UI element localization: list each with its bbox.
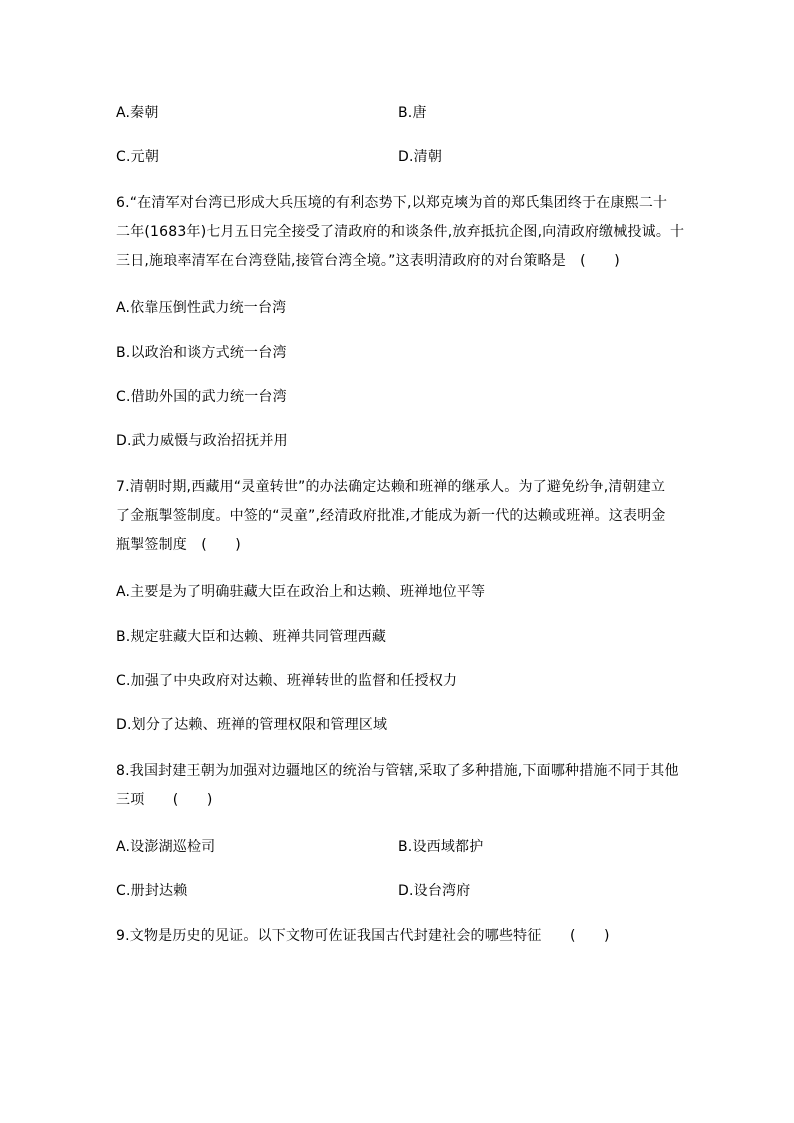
q7-option-b: B.规定驻藏大臣和达赖、班禅共同管理西藏 [116, 629, 387, 645]
q8-stem-line-2: 三项 ( ) [116, 792, 213, 808]
q7-option-c: C.加强了中央政府对达赖、班禅转世的监督和任授权力 [116, 673, 458, 689]
q6-option-b: B.以政治和谈方式统一台湾 [116, 345, 287, 361]
q6-stem-line-1: 6.“在清军对台湾已形成大兵压境的有利态势下,以郑克塽为首的郑氏集团终于在康熙二十 [116, 195, 668, 211]
q6-stem-line-3: 三日,施琅率清军在台湾登陆,接管台湾全境。”这表明清政府的对台策略是 ( ) [116, 253, 620, 269]
q8-option-b: B.设西域都护 [398, 839, 484, 855]
q8-option-a: A.设澎湖巡检司 [116, 839, 216, 855]
q7-option-a: A.主要是为了明确驻藏大臣在政治上和达赖、班禅地位平等 [116, 584, 486, 600]
q6-stem-line-2: 二年(1683年)七月五日完全接受了清政府的和谈条件,放弃抵抗企图,向清政府缴械投诚。十 [116, 224, 685, 240]
q5-option-b: B.唐 [398, 105, 427, 121]
q9-stem-line-1: 9.文物是历史的见证。以下文物可佐证我国古代封建社会的哪些特征 ( ) [116, 928, 610, 944]
q7-stem-line-1: 7.清朝时期,西藏用“灵童转世”的办法确定达赖和班禅的继承人。为了避免纷争,清朝建立 [116, 479, 666, 495]
q5-option-a: A.秦朝 [116, 105, 159, 121]
q8-stem-line-1: 8.我国封建王朝为加强对边疆地区的统治与管辖,采取了多种措施,下面哪种措施不同于其他 [116, 763, 679, 779]
q5-option-c: C.元朝 [116, 149, 160, 165]
q5-option-d: D.清朝 [398, 149, 443, 165]
q7-option-d: D.划分了达赖、班禅的管理权限和管理区域 [116, 717, 388, 733]
q6-option-a: A.依靠压倒性武力统一台湾 [116, 300, 287, 316]
q8-option-d: D.设台湾府 [398, 883, 471, 899]
q7-stem-line-3: 瓶掣签制度 ( ) [116, 537, 241, 553]
q8-option-c: C.册封达赖 [116, 883, 188, 899]
q6-option-c: C.借助外国的武力统一台湾 [116, 389, 287, 405]
q6-option-d: D.武力威慑与政治招抚并用 [116, 433, 288, 449]
q7-stem-line-2: 了金瓶掣签制度。中签的“灵童”,经清政府批准,才能成为新一代的达赖或班禅。这表明金 [116, 508, 666, 524]
